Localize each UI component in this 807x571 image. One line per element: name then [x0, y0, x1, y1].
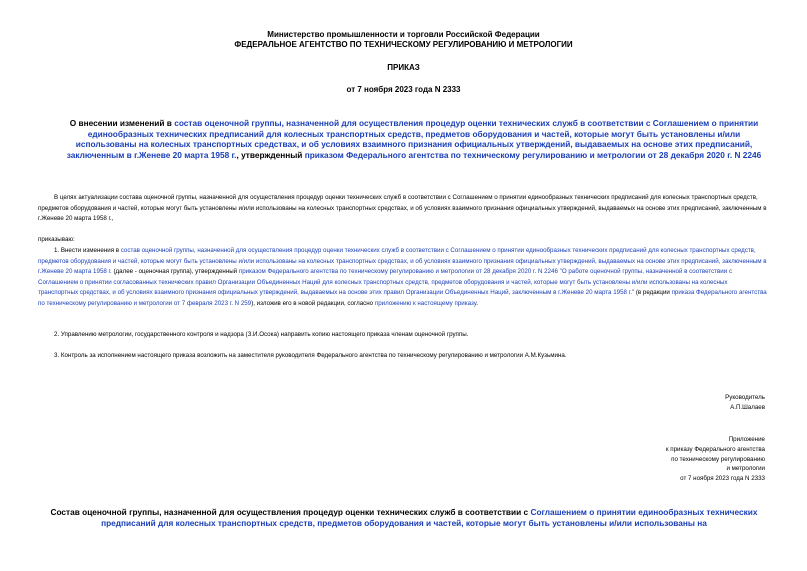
appendix-block: [666, 435, 765, 484]
agency-name: ФЕДЕРАЛЬНОЕ АГЕНТСТВО ПО ТЕХНИЧЕСКОМУ РЕГУЛИРОВАНИЮ И МЕТРОЛОГИИ: [234, 40, 573, 49]
appendix-title-link[interactable]: Соглашением о принятии единообразных технических предписаний для колесных транспортных средств, предметов оборудования и частей, которые могут быть установлены и/или использованы на: [101, 507, 758, 528]
appendix-line-5: от 7 ноября 2023 года N 2333: [680, 475, 765, 483]
doc-type: ПРИКАЗ: [387, 63, 420, 72]
item1-link-order-259[interactable]: приказа Федерального агентства по техническому регулированию и метрологии от 7 февраля 2023 г. N 259: [38, 289, 767, 307]
appendix-line-4: и метрологии: [726, 465, 765, 473]
appendix-title-prefix: Состав оценочной группы, назначенной для осуществления процедур оценки технических служб в соответствии с: [50, 507, 531, 517]
item-2: 2. Управлению метрологии, государственного контроля и надзора (З.И.Осока) направить копию настоящего приказа членам оценочной группы.: [54, 331, 469, 338]
title-prefix: О внесении изменений в: [69, 118, 175, 128]
item1-text-b: (далее - оценочная группа), утвержденный: [111, 268, 239, 276]
order-word: приказываю:: [38, 236, 75, 243]
signature-name: А.П.Шалаев: [730, 403, 765, 411]
document-title: [58, 118, 770, 160]
signature-role: Руководитель: [725, 394, 765, 401]
item1-text-e: .: [476, 299, 478, 307]
title-link-order[interactable]: приказом Федерального агентства по техническому регулированию и метрологии от 28 декабря 2020 г. N 2246: [304, 149, 762, 160]
appendix-line-3: по техническому регулированию: [671, 455, 765, 463]
item1-text-d: ), изложив его в новой редакции, согласно: [251, 299, 375, 307]
appendix-line-2: к приказу Федерального агентства: [665, 445, 765, 453]
appendix-title: [30, 507, 778, 528]
item1-text-c: (в редакции: [634, 289, 672, 297]
doc-date-number: от 7 ноября 2023 года N 2333: [346, 85, 461, 94]
intro-paragraph: В целях актуализации состава оценочной группы, назначенной для осуществления процедур оценки технических служб в соответствии с Соглашением о принятии единообразных технических предписаний для колесных транспортных средств, предметов оборудования и частей, которые могут быть установлены и/или использованы на колесных транспортных средствах, и об условиях взаимного признания официальных утверждений, выдаваемых на основе этих предписаний, заключенным в г.Женеве 20 марта 1958 г.,: [38, 194, 767, 223]
item1-link-order-2246[interactable]: приказом Федерального агентства по техническому регулированию и метрологии от 28 декабря 2020 г. N 2246 "О работе оценочной группы, назначенной в соответствии с Соглашением о принятии согласованных технических правил Организации Объединенных Наций для колесных транспортных средств, предметов оборудования и частей, которые могут быть установлены и/или использованы на колесных транспортных средствах, и об условиях взаимного признания официальных утверждений, выдаваемых на основе этих правил Организации Объединенных Наций, заключенным в г.Женеве 20 марта 1958 г.": [38, 268, 733, 297]
appendix-line-1: Приложение: [728, 436, 765, 443]
title-middle: , утвержденный: [236, 149, 305, 160]
item1-link-appendix[interactable]: приложению к настоящему приказу: [374, 299, 477, 307]
title-link-composition[interactable]: состав оценочной группы, назначенной для осуществления процедур оценки технических служб в соответствии с Соглашением о принятии единообразных технических предписаний для колесных транспортных средств, предметов оборудования и частей, которые могут быть установлены и/или использованы на колесных транспортных средствах, и об условиях взаимного признания официальных утверждений, выдаваемых на основе этих предписаний, заключенным в г.Женеве 20 марта 1958 г.: [66, 118, 759, 160]
item1-text-a: 1. Внести изменения в: [54, 247, 121, 254]
item-1: [38, 246, 768, 310]
ministry-name: Министерство промышленности и торговли Российской Федерации: [267, 30, 540, 39]
item1-link-composition[interactable]: состав оценочной группы, назначенной для осуществления процедур оценки технических служб в соответствии с Соглашением о принятии единообразных технических предписаний для колесных транспортных средств, предметов оборудования и частей, которые могут быть установлены и/или использованы на колесных транспортных средствах, и об условиях взаимного признания официальных утверждений, выдаваемых на основе этих предписаний, заключенным в г.Женеве 20 марта 1958 г.: [38, 247, 767, 276]
signature-block: [725, 393, 765, 413]
item-3: 3. Контроль за исполнением настоящего приказа возложить на заместителя руководителя Федерального агентства по техническому регулированию и метрологии А.М.Кузьмина.: [54, 352, 567, 359]
